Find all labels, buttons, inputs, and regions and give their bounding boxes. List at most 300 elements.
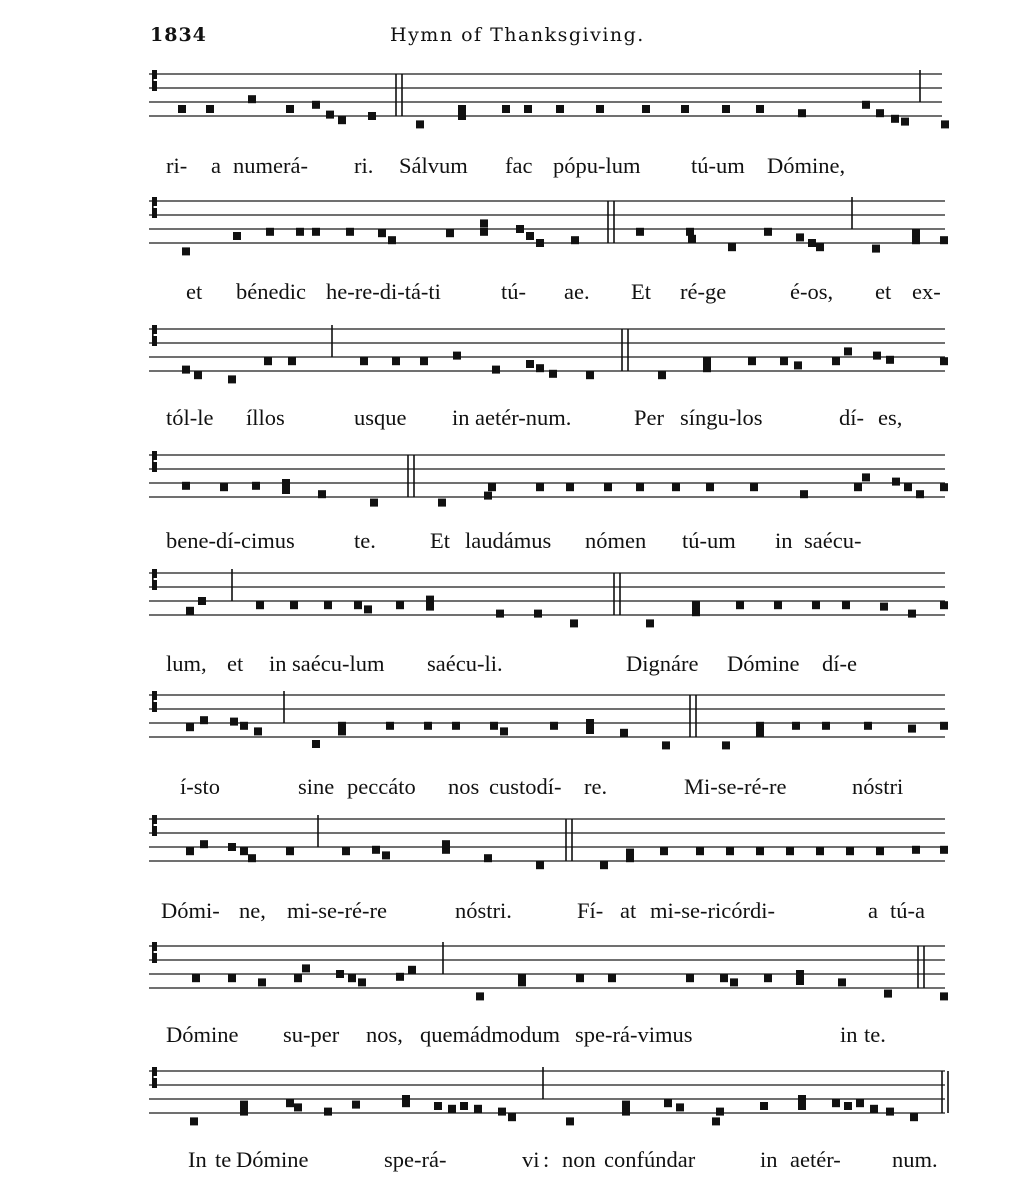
neume [358,978,366,986]
lyric-syllable: aetér-num. [475,405,572,430]
staff [0,325,1020,387]
neume [862,473,870,481]
neume [252,482,260,490]
neume [712,1117,720,1125]
neume [312,228,320,236]
neume [796,977,804,985]
do-clef-icon [152,451,157,472]
neume [844,1102,852,1110]
neume [756,105,764,113]
neume [206,105,214,113]
double-bar-line [942,1071,948,1113]
double-bar-line [566,819,572,861]
do-clef-icon [152,70,157,91]
lyric-syllable: Sálvum [399,153,468,178]
neume [282,486,290,494]
lyric-syllable: Dómine [727,651,800,676]
lyric-syllable: et [186,279,203,304]
double-bar-line [918,946,924,988]
lyric-syllable: ne, [239,898,266,923]
lyric-syllable: tú-um [682,528,736,553]
lyric-syllable: quemádmodum [420,1022,560,1047]
neume [760,1102,768,1110]
neume [750,483,758,491]
lyric-syllable: confúndar [604,1147,696,1172]
neume [200,840,208,848]
neume [636,228,644,236]
neume [566,1117,574,1125]
neume [452,722,460,730]
neume [336,970,344,978]
lyric-syllable: et [227,651,244,676]
do-clef-icon [152,691,157,712]
neume [660,847,668,855]
lyric-syllable: su-per [283,1022,340,1047]
page-number: 1834 [150,24,207,46]
lyric-syllable: nóstri [852,774,904,799]
neume [240,847,248,855]
staff [0,569,1020,631]
neume [566,483,574,491]
neume [703,364,711,372]
neume [248,854,256,862]
neume [941,120,949,128]
lyric-syllable: vi [522,1147,540,1172]
lyric-syllable: spe-rá-vimus [575,1022,693,1047]
neume [620,729,628,737]
neume [534,610,542,618]
neume [233,232,241,240]
neume [672,483,680,491]
neume [282,479,290,487]
neume [488,483,496,491]
lyric-syllable: Fí- [577,898,604,923]
neume [200,716,208,724]
lyric-line [0,1147,1020,1177]
neume [703,357,711,365]
neume [864,722,872,730]
chant-system [0,942,1020,1056]
neume [302,964,310,972]
neume [474,1105,482,1113]
do-clef-icon [152,942,157,963]
neume [354,601,362,609]
staff [0,691,1020,753]
neume [912,229,920,237]
lyric-line [0,279,1020,309]
lyric-syllable: in [269,651,287,676]
neume [822,722,830,730]
neume [286,847,294,855]
neume [526,232,534,240]
neume [870,1105,878,1113]
neume [480,228,488,236]
neume [756,729,764,737]
neume [912,846,920,854]
chant-system [0,197,1020,313]
lyric-syllable: aetér- [790,1147,841,1172]
neume [812,601,820,609]
neume [502,105,510,113]
neume [256,601,264,609]
neume [324,1108,332,1116]
lyric-syllable: saécu- [804,528,862,553]
neume [622,1101,630,1109]
neume [846,847,854,855]
neume [696,847,704,855]
neume [352,1101,360,1109]
neume [716,1108,724,1116]
chant-system [0,691,1020,808]
neume [526,360,534,368]
neume [446,229,454,237]
neume [706,483,714,491]
neume [318,490,326,498]
lyric-syllable: in [840,1022,858,1047]
neume [386,722,394,730]
staff [0,942,1020,1004]
neume [940,357,948,365]
neume [686,974,694,982]
neume [571,236,579,244]
neume [536,483,544,491]
neume [198,597,206,605]
neume [608,974,616,982]
lyric-syllable: nómen [585,528,647,553]
neume [576,974,584,982]
lyric-line [0,898,1020,928]
neume [844,347,852,355]
neume [880,603,888,611]
neume [364,605,372,613]
neume [664,1099,672,1107]
neume [338,116,346,124]
neume [798,1095,806,1103]
neume [190,1117,198,1125]
neume [192,974,200,982]
neume [500,727,508,735]
neume [904,483,912,491]
neume [856,1099,864,1107]
lyric-syllable: dí- [839,405,864,430]
lyric-syllable: sine [298,774,335,799]
lyric-syllable: tú- [501,279,526,304]
neume [288,357,296,365]
neume [286,1099,294,1107]
neume [832,1099,840,1107]
neume [424,722,432,730]
neume [756,847,764,855]
neume [642,105,650,113]
neume [792,722,800,730]
lyric-syllable: ré-ge [680,279,727,304]
neume [524,105,532,113]
lyric-syllable: bénedic [236,279,306,304]
lyric-syllable: tú-a [890,898,925,923]
neume [940,601,948,609]
neume [722,741,730,749]
neume [490,722,498,730]
neume [662,741,670,749]
neume [876,847,884,855]
neume [586,371,594,379]
lyric-syllable: Mi-se-ré-re [684,774,787,799]
neume [586,726,594,734]
neume [258,978,266,986]
lyric-syllable: peccáto [347,774,416,799]
do-clef-icon [152,815,157,836]
neume [728,243,736,251]
lyric-syllable: dí-e [822,651,857,676]
neume [832,357,840,365]
neume [884,990,892,998]
staff [0,815,1020,877]
neume [438,499,446,507]
neume [388,236,396,244]
lyric-syllable: usque [354,405,407,430]
neume [636,483,644,491]
lyric-syllable: a [868,898,878,923]
neume [230,718,238,726]
neume [312,740,320,748]
neume [346,228,354,236]
neume [764,228,772,236]
neume [426,603,434,611]
lyric-syllable: Per [634,405,664,430]
neume [448,1105,456,1113]
lyric-syllable: Dómi- [161,898,220,923]
neume [254,727,262,735]
lyric-syllable: laudámus [465,528,552,553]
chant-system [0,1067,1020,1181]
lyric-syllable: síngu-los [680,405,763,430]
double-bar-line [396,74,402,116]
lyric-syllable: a [211,153,221,178]
lyric-syllable: nóstri. [455,898,512,923]
staff [0,451,1020,513]
lyric-syllable: Et [430,528,450,553]
neume [686,228,694,236]
neume [312,101,320,109]
lyric-syllable: custodí- [489,774,562,799]
neume [626,854,634,862]
neume [892,478,900,486]
neume [940,992,948,1000]
lyric-syllable: Dómine [236,1147,309,1172]
neume [658,371,666,379]
neume [798,109,806,117]
neume [518,974,526,982]
neume [240,1101,248,1109]
neume [458,105,466,113]
lyric-syllable: he-re-di-tá-ti [326,279,441,304]
neume [326,111,334,119]
lyric-syllable: te [215,1147,232,1172]
lyric-syllable: non [562,1147,596,1172]
chant-system [0,325,1020,439]
lyric-syllable: í-sto [180,774,221,799]
neume [460,1102,468,1110]
neume [338,722,346,730]
neume [392,357,400,365]
neume [294,1103,302,1111]
lyric-syllable: nos, [366,1022,403,1047]
double-bar-line [614,573,620,615]
neume [294,974,302,982]
neume [372,846,380,854]
neume [748,357,756,365]
lyric-syllable: tú-um [691,153,745,178]
neume [692,601,700,609]
neume [586,719,594,727]
double-bar-line [608,201,614,243]
double-bar-line [690,695,696,737]
lyric-line [0,774,1020,804]
neume [266,228,274,236]
lyric-syllable: in [775,528,793,553]
do-clef-icon [152,197,157,218]
lyric-syllable: saécu-li. [427,651,503,676]
neume [186,723,194,731]
neume [891,115,899,123]
chant-system [0,815,1020,932]
neume [816,847,824,855]
lyric-syllable: in [760,1147,778,1172]
lyric-syllable: es, [878,405,903,430]
lyric-syllable: tól-le [166,405,214,430]
neume [296,228,304,236]
neume [600,861,608,869]
neume [496,610,504,618]
neume [796,970,804,978]
neume [692,608,700,616]
neume [442,840,450,848]
neume [780,357,788,365]
lyric-line [0,405,1020,435]
neume [872,245,880,253]
neume [940,483,948,491]
neume [794,361,802,369]
neume [796,233,804,241]
neume [720,974,728,982]
neume [434,1102,442,1110]
neume [886,356,894,364]
neume [484,492,492,500]
neume [816,243,824,251]
neume [476,992,484,1000]
chant-system [0,451,1020,562]
running-title: Hymn of Thanksgiving. [390,24,645,46]
neume [182,482,190,490]
staff [0,1067,1020,1129]
neume [186,607,194,615]
neume [916,490,924,498]
neume [681,105,689,113]
do-clef-icon [152,569,157,590]
neume [798,1102,806,1110]
neume [940,846,948,854]
do-clef-icon [152,1067,157,1088]
lyric-syllable: Dómine, [767,153,846,178]
lyric-syllable: numerá- [233,153,308,178]
lyric-syllable: ae. [564,279,590,304]
lyric-line [0,1022,1020,1052]
neume [688,235,696,243]
neume [786,847,794,855]
lyric-syllable: Dignáre [626,651,699,676]
neume [453,352,461,360]
neume [622,1108,630,1116]
lyric-syllable: ex- [912,279,941,304]
neume [178,105,186,113]
lyric-syllable: pópu-lum [553,153,641,178]
neume [286,105,294,113]
neume [604,483,612,491]
lyric-syllable: é-os, [790,279,834,304]
lyric-syllable: bene-dí-cimus [166,528,295,553]
neume [480,219,488,227]
neume [908,610,916,618]
neume [862,101,870,109]
neume [908,725,916,733]
neume [756,722,764,730]
neume [873,352,881,360]
neume [596,105,604,113]
lyric-syllable: fac [505,153,533,178]
neume [886,1108,894,1116]
neume [228,843,236,851]
neume [370,499,378,507]
lyric-syllable: ri. [354,153,374,178]
neume [536,364,544,372]
neume [458,112,466,120]
neume [722,105,730,113]
neume [764,974,772,982]
neume [420,357,428,365]
neume [808,239,816,247]
lyric-syllable: re. [584,774,608,799]
lyric-syllable: saécu-lum [292,651,385,676]
double-bar-line [408,455,414,497]
chant-system [0,70,1020,187]
chant-system [0,569,1020,685]
lyric-syllable: Et [631,279,651,304]
neume [396,601,404,609]
lyric-line [0,153,1020,183]
neume [248,95,256,103]
lyric-syllable: te. [354,528,376,553]
neume [726,847,734,855]
neume [516,225,524,233]
neume [396,973,404,981]
lyric-syllable: In [188,1147,207,1172]
lyric-syllable: in [452,405,470,430]
neume [484,854,492,862]
lyric-syllable: mi-se-ricórdi- [650,898,775,923]
neume [240,1108,248,1116]
lyric-syllable: num. [892,1147,938,1172]
lyric-syllable: Dómine [166,1022,239,1047]
neume [426,596,434,604]
neume [182,366,190,374]
neume [549,370,557,378]
do-clef-icon [152,325,157,346]
neume [360,357,368,365]
neume [382,851,390,859]
neume [228,375,236,383]
lyric-syllable: te. [864,1022,886,1047]
neume [646,619,654,627]
